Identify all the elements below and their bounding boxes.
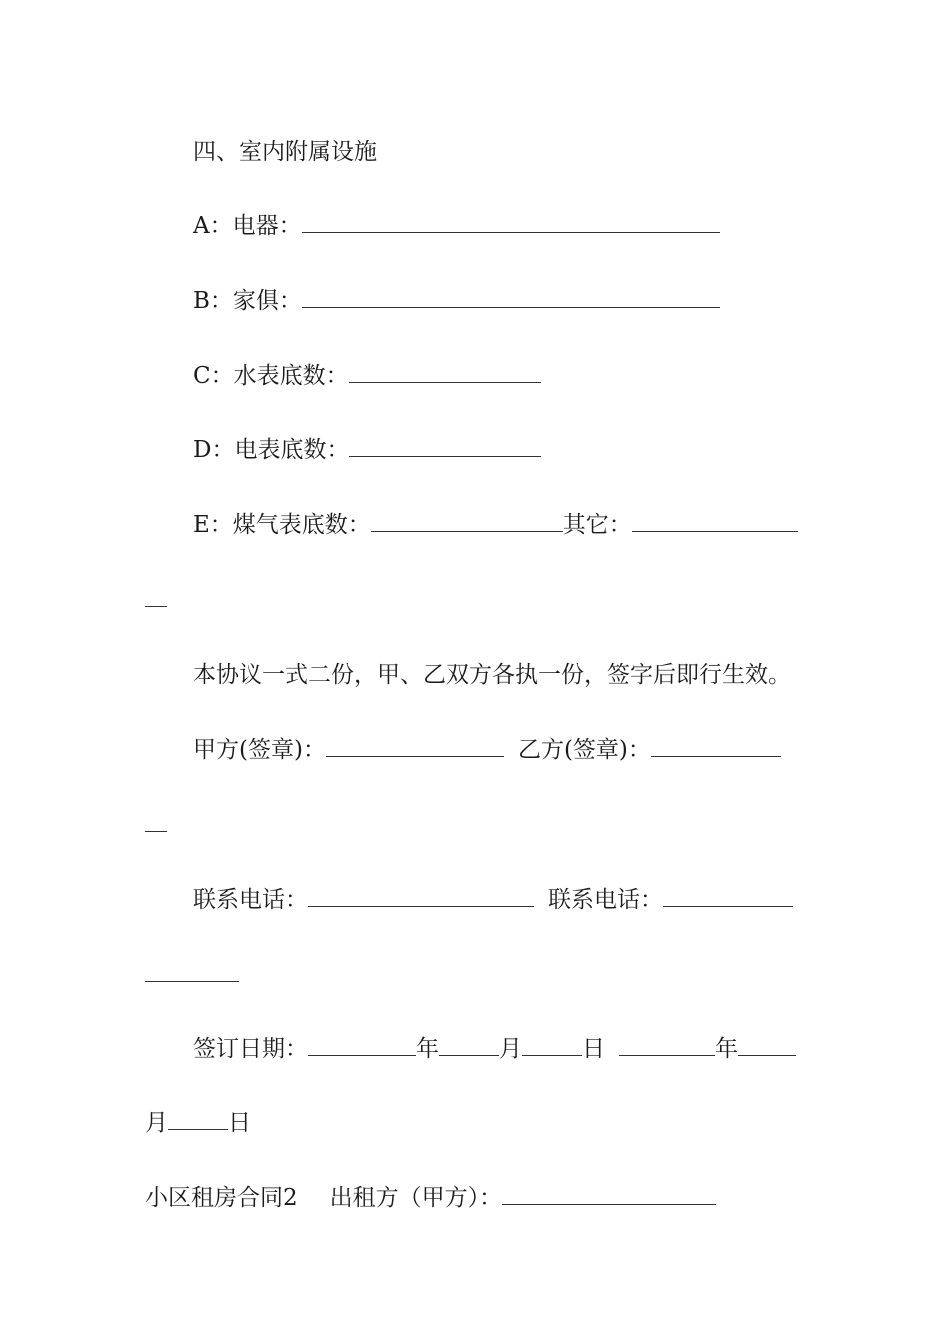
signature-row (145, 734, 810, 766)
contact-phone-b-label: 联系电话： (548, 887, 663, 913)
item-b-row (145, 285, 810, 317)
item-c-label: C：水表底数： (193, 363, 349, 389)
item-c-row (145, 360, 810, 392)
lessor-blank[interactable] (502, 1182, 716, 1205)
sign-date-day-blank-b[interactable] (168, 1107, 228, 1130)
item-b-blank[interactable] (302, 285, 720, 308)
sign-date-month-b: 月 (145, 1110, 168, 1136)
agreement-text: 本协议一式二份，甲、乙双方各执一份，签字后即行生效。 (193, 662, 791, 688)
signature-continuation (145, 809, 810, 841)
sign-date-day-blank-a[interactable] (522, 1033, 582, 1056)
party-a-sign-label: 甲方(签章)： (193, 737, 326, 763)
sign-date-year-blank-b[interactable] (619, 1033, 715, 1056)
item-c-blank[interactable] (349, 360, 541, 383)
lessor-label: 出租方（甲方）： (329, 1185, 503, 1211)
contact-phone-b-blank-cont[interactable] (145, 959, 239, 982)
item-a-row (145, 210, 810, 242)
sign-date-row (145, 1033, 810, 1065)
sign-date-label: 签订日期： (193, 1036, 308, 1062)
item-e-continuation (145, 584, 810, 616)
contact-phone-b-blank[interactable] (663, 884, 793, 907)
sign-date-year-b: 年 (715, 1036, 738, 1062)
agreement-row (145, 659, 810, 691)
contact-row (145, 884, 810, 916)
sign-date-month-blank-a[interactable] (439, 1033, 499, 1056)
item-e-other-blank-cont[interactable] (145, 584, 167, 607)
item-d-row (145, 434, 810, 466)
section-title-text: 四、室内附属设施 (193, 139, 377, 165)
item-e-blank[interactable] (371, 509, 563, 532)
party-a-sign-blank[interactable] (326, 734, 504, 757)
sign-date-year-blank-a[interactable] (308, 1033, 416, 1056)
party-b-sign-label: 乙方(签章)： (517, 737, 651, 763)
sign-date-year-a: 年 (416, 1036, 439, 1062)
contact-phone-a-label: 联系电话： (193, 887, 308, 913)
item-a-blank[interactable] (302, 210, 720, 233)
item-a-label: A：电器： (193, 213, 302, 239)
contact-continuation (145, 959, 810, 991)
item-e-other-blank[interactable] (632, 509, 798, 532)
item-d-blank[interactable] (349, 434, 541, 457)
item-d-label: D：电表底数： (193, 437, 350, 463)
party-b-sign-blank[interactable] (651, 734, 781, 757)
sign-date-month-a: 月 (499, 1036, 522, 1062)
item-e-row (145, 509, 810, 541)
item-e-other-label: 其它： (562, 512, 632, 538)
next-contract-title: 小区租房合同2 (145, 1185, 298, 1211)
sign-date-day-b: 日 (228, 1110, 251, 1136)
section-title (145, 136, 810, 168)
item-e-label: E：煤气表底数： (193, 512, 371, 538)
sign-date-continuation (145, 1107, 810, 1139)
contact-phone-a-blank[interactable] (308, 884, 534, 907)
party-b-sign-blank-cont[interactable] (145, 809, 167, 832)
sign-date-month-blank-b[interactable] (738, 1033, 796, 1056)
sign-date-day-a: 日 (582, 1036, 605, 1062)
item-b-label: B：家俱： (193, 288, 302, 314)
next-contract-row (145, 1182, 810, 1214)
